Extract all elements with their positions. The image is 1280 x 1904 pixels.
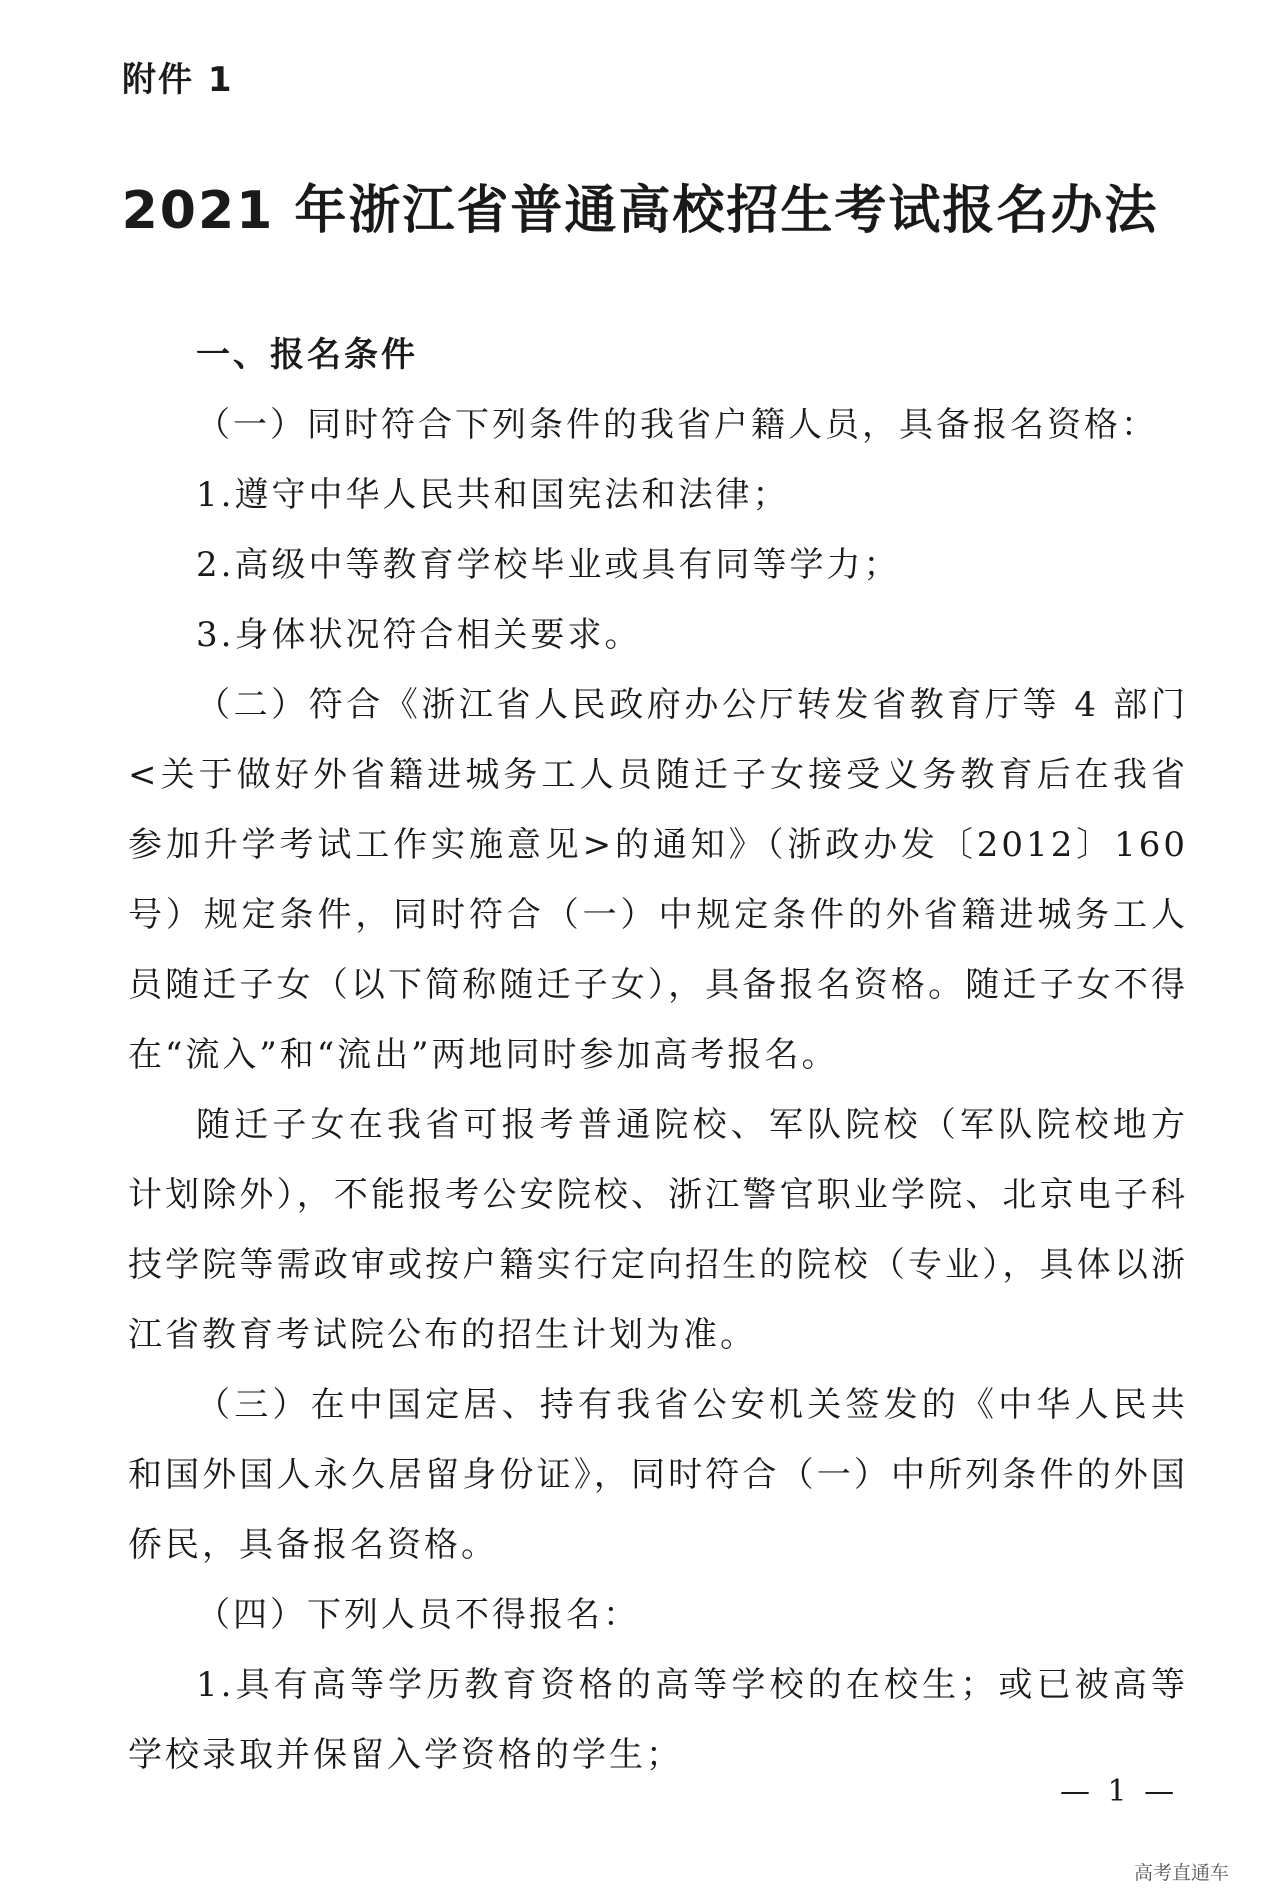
watermark-text: 高考直通车 bbox=[1134, 1862, 1230, 1884]
document-body bbox=[128, 320, 1188, 1790]
paragraph-eligibility-2: （二）符合《浙江省人民政府办公厅转发省教育厅等 4 部门<关于做好外省籍进城务工人员随迁子女接受义务教育后在我省参加升学考试工作实施意见>的通知》（浙政办发〔2012〕160 号）规定条件，同时符合（一）中规定条件的外省籍进城务工人员随迁子女（以下简称随迁子女），具备报名资格。随迁子女不得在“流入”和“流出”两地同时参加高考报名。 bbox=[128, 685, 1188, 1075]
paragraph-eligibility-1: （一）同时符合下列条件的我省户籍人员，具备报名资格： bbox=[196, 405, 1158, 445]
page-number: — 1 — bbox=[1060, 1774, 1179, 1809]
attachment-label: 附件 1 bbox=[122, 60, 234, 100]
section-heading: 一、报名条件 bbox=[196, 335, 418, 375]
list-item-3: 3.身体状况符合相关要求。 bbox=[196, 615, 642, 655]
paragraph-eligibility-3: （三）在中国定居、持有我省公安机关签发的《中华人民共和国外国人永久居留身份证》，同时符合（一）中所列条件的外国侨民，具备报名资格。 bbox=[128, 1385, 1188, 1565]
exclusion-item-1: 1.具有高等学历教育资格的高等学校的在校生；或已被高等学校录取并保留入学资格的学生； bbox=[128, 1665, 1188, 1775]
document-title: 2021 年浙江省普通高校招生考试报名办法 bbox=[121, 181, 1159, 241]
list-item-1: 1.遵守中华人民共和国宪法和法律； bbox=[196, 475, 790, 515]
paragraph-migrant-children: 随迁子女在我省可报考普通院校、军队院校（军队院校地方计划除外），不能报考公安院校、浙江警官职业学院、北京电子科技学院等需政审或按户籍实行定向招生的院校（专业），具体以浙江省教育考试院公布的招生计划为准。 bbox=[128, 1105, 1188, 1355]
paragraph-exclusions: （四）下列人员不得报名： bbox=[196, 1595, 640, 1635]
list-item-2: 2.高级中等教育学校毕业或具有同等学力； bbox=[196, 545, 901, 585]
